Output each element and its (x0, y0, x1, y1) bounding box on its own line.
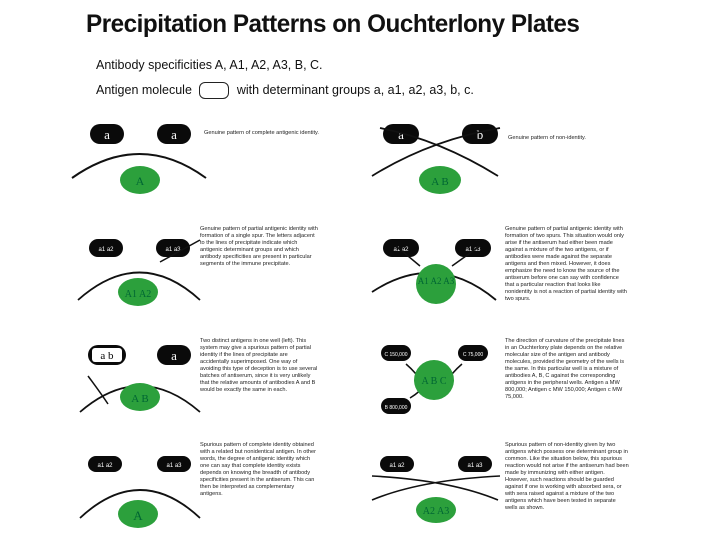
panel-3-center-label: A1 A2 (124, 289, 152, 300)
panel-3-diagram (78, 239, 200, 306)
panel-8-well-left-label: a1 a2 (389, 463, 405, 469)
panel-4-well-left-label: a1 a2 (393, 247, 409, 253)
page-title: Precipitation Patterns on Ouchterlony Plates (86, 10, 580, 38)
panel-1-center-label: A (135, 174, 145, 188)
panel-3-well-left-label: a1 a2 (98, 247, 114, 253)
panel-5-well-right-label: a (171, 348, 177, 363)
panel-6-well-right-label: C 75,000 (462, 352, 484, 358)
panel-1-well-right-label: a (171, 127, 177, 142)
panel-1-diagram (72, 124, 206, 194)
panel-4-caption-text: Genuine pattern of partial antigenic identity with formation of two spurs. This situation would only arise if the antiserum had either been made against a mixture of the two antigens, or if antibodies were made against the separate antigens and then mixed. However, it does emphasize the need to know the source of the antiserum before one can say with confidence that a particular reaction that looks like nonidentity is not a reaction of partial identity with two spurs. (505, 226, 627, 302)
panel-2-center-label: A B (431, 176, 449, 188)
panel-8-diagram (372, 456, 500, 523)
panel-7-caption (200, 442, 318, 498)
panel-2-diagram (372, 124, 500, 194)
panel-2-caption-text: Genuine pattern of non-identity. (508, 135, 586, 141)
panel-8-caption-text: Spurious pattern of non-identity given by two antigens which possess one determinant group in common. Like the situation below, this spurious reaction would not arise if the antiserum had been made by immunizing with either antigen. However, such reactions should be guarded against if one is working with absorbed sera, or with sera raised against a mixture of the two antigens which have been tested in separate wells as shown. (505, 442, 629, 511)
panel-3-caption-text: Genuine pattern of partial antigenic identity with formation of a single spur. The letters adjacent to the lines of precipitate indicate which antigenic determinant groups and which antibody specificities are present in particular segments of the immune precipitate. (200, 226, 318, 267)
antigen-legend-suffix: with determinant groups a, a1, a2, a3, b, c. (236, 82, 474, 97)
panel-8-caption (505, 442, 629, 512)
panel-2-well-right-label: b (476, 127, 484, 142)
panel-4-center-label: A1 A2 A3 (417, 276, 455, 286)
panel-7-well-right-label: a1 a3 (166, 463, 182, 469)
panel-2-well-left-label: a (398, 127, 404, 142)
panel-5-diagram (80, 345, 200, 412)
panel-8-line-b (372, 476, 498, 500)
antibody-legend: Antibody specificities A, A1, A2, A3, B, C. (96, 58, 323, 72)
panel-1-caption (204, 130, 324, 137)
panel-6-center-label: A B C (421, 376, 447, 387)
panel-6-diagram (381, 345, 488, 414)
panel-7-well-left-label: a1 a2 (97, 463, 113, 469)
panel-5-center-label: A B (131, 393, 149, 405)
panel-5-well-left-label: a b (100, 350, 114, 362)
panel-5-caption (200, 338, 318, 394)
panel-8-line-a (372, 476, 500, 500)
panel-8-center-label: A2 A3 (422, 506, 450, 517)
panel-5-caption-text: Two distinct antigens in one well (left). This system may give a spurious pattern of partial identity if the lines of precipitate are accidentally superimposed. One way of avoiding this type of deception is to use several batches of antiserum, since it is very unlikely that the relative amounts of antibodies A and B would be exactly the same in each. (200, 338, 318, 393)
panel-1-caption-text: Genuine pattern of complete antigenic identity. (204, 130, 319, 136)
panel-2-caption (508, 135, 628, 142)
panel-7-center-label: A (133, 508, 143, 523)
panel-7-caption-text: Spurious pattern of complete identity obtained with a related but nonidentical antigen. In other words, the degree of antigenic identity which one can say that complete identity exists depends on knowing the breadth of antibody specificities present in the antiserum. This can then be interpreted as complementary antigens. (200, 442, 316, 497)
panel-4-diagram (372, 239, 496, 304)
panel-6-well-bottom-label: B 800,000 (384, 405, 408, 411)
panel-3-caption (200, 226, 318, 268)
panel-1-well-left-label: a (104, 127, 110, 142)
antigen-legend-prefix: Antigen molecule (96, 82, 192, 97)
panel-4-caption (505, 226, 629, 303)
panel-6-caption-text: The direction of curvature of the precipitate lines in an Ouchterlony plate depends on the relative molecular size of the antigen and antibody molecules, provided the geometry of the wells is the same. In this particular well is a mixture of antibodies A, B, C against the corresponding antigens in the peripheral wells. Antigen a MW 800,000; Antigen c MW 150,000; Antigen c MW 75,000. (505, 338, 625, 400)
panel-6-caption (505, 338, 629, 401)
panel-8-well-right-label: a1 a3 (467, 463, 483, 469)
panel-4-well-right-label: a1 a3 (465, 247, 481, 253)
panel-6-well-left-label: C 150,000 (384, 352, 408, 358)
panel-3-well-right-label: a1 a3 (165, 247, 181, 253)
panel-7-diagram (80, 456, 200, 528)
